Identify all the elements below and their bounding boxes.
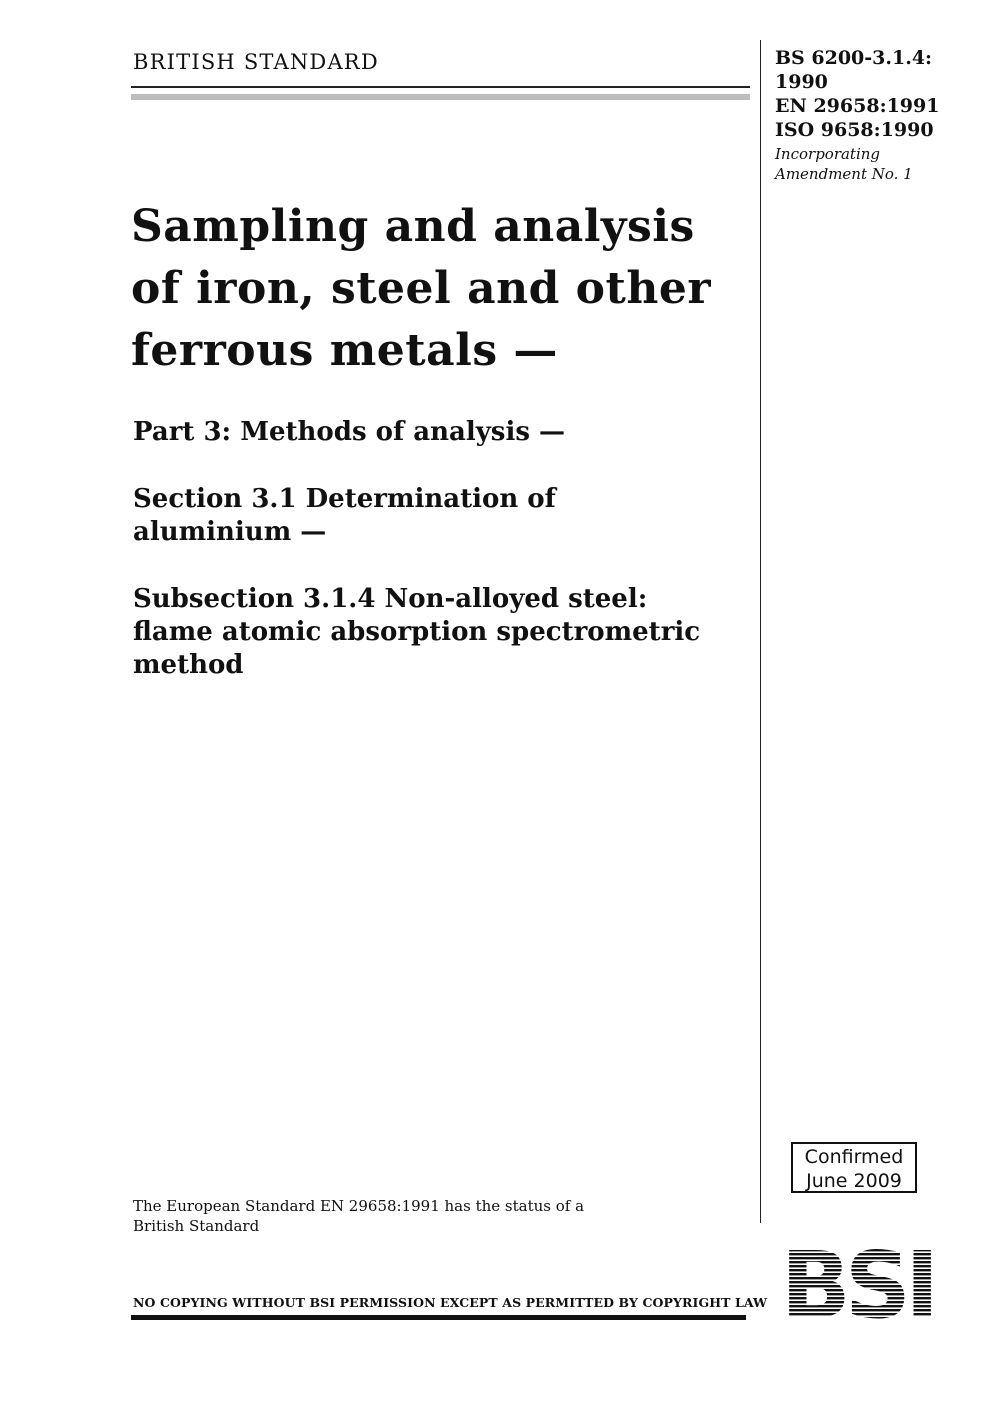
subsection-line: flame atomic absorption spectrometric (133, 617, 701, 647)
section-heading (133, 483, 753, 549)
status-line: The European Standard EN 29658:1991 has the status of a (133, 1197, 585, 1215)
code-iso: ISO 9658:1990 (775, 119, 934, 141)
part-heading (133, 416, 753, 449)
status-line: British Standard (133, 1217, 260, 1235)
header-rule-thin (131, 86, 750, 88)
standard-type-label: BRITISH STANDARD (133, 50, 379, 74)
title-line: Sampling and analysis (131, 201, 695, 252)
header-rule-thick (131, 94, 750, 100)
title-line: of iron, steel and other (131, 263, 712, 314)
confirmed-stamp (791, 1142, 917, 1193)
amendment-note (775, 144, 975, 184)
code-en: EN 29658:1991 (775, 95, 940, 117)
part-line: Part 3: Methods of analysis — (133, 417, 566, 447)
confirmed-date: June 2009 (806, 1170, 902, 1192)
subsection-line: method (133, 650, 244, 680)
code-bs-year: 1990 (775, 71, 828, 93)
confirmed-line: Confirmed (804, 1146, 904, 1168)
section-line: Section 3.1 Determination of (133, 484, 556, 514)
footer-rule (131, 1315, 746, 1320)
code-bs: BS 6200-3.1.4: (775, 47, 933, 69)
standard-codes (775, 46, 975, 184)
subsection-heading (133, 583, 753, 682)
subsection-line: Subsection 3.1.4 Non-alloyed steel: (133, 584, 648, 614)
document-title (131, 196, 751, 382)
vertical-divider (760, 40, 761, 1223)
amendment-line: Incorporating (775, 145, 881, 163)
copyright-notice: NO COPYING WITHOUT BSI PERMISSION EXCEPT AS PERMITTED BY COPYRIGHT LAW (133, 1295, 768, 1310)
amendment-line: Amendment No. 1 (775, 165, 913, 183)
title-line: ferrous metals — (131, 325, 558, 376)
status-note (133, 1196, 733, 1236)
bsi-logo-icon (768, 1245, 946, 1321)
section-line: aluminium — (133, 517, 327, 547)
